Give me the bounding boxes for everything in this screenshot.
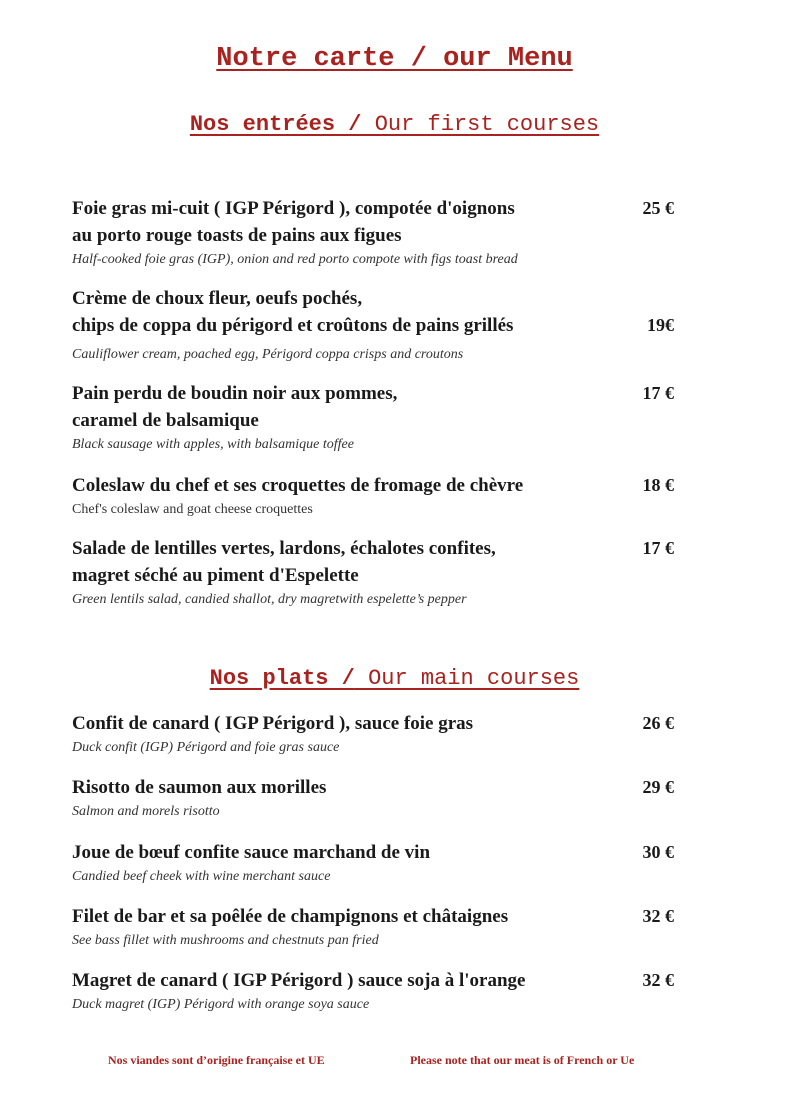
item-name: Foie gras mi-cuit ( IGP Périgord ), compotée d'oignons (72, 198, 515, 219)
item-description: Duck magret (IGP) Périgord with orange soya sauce (72, 997, 370, 1012)
mains-heading-fr: Nos plats / (209, 666, 355, 691)
item-price: 18 € (642, 475, 674, 495)
menu-title: Notre carte / our Menu (216, 44, 573, 74)
item-name: Risotto de saumon aux morilles (72, 777, 327, 798)
item-price: 26 € (642, 713, 674, 733)
item-description: Salmon and morels risotto (72, 804, 220, 819)
starters-heading (0, 112, 789, 137)
item-name: Magret de canard ( IGP Périgord ) sauce soja à l'orange (72, 970, 526, 991)
item-name-line2: au porto rouge toasts de pains aux figues (72, 225, 402, 246)
item-name: Confit de canard ( IGP Périgord ), sauce foie gras (72, 713, 474, 734)
item-name: Crème de choux fleur, oeufs pochés, (72, 288, 363, 309)
item-description: Half-cooked foie gras (IGP), onion and red porto compote with figs toast bread (72, 252, 518, 267)
starters-heading-en: Our first courses (361, 112, 600, 137)
item-price: 19€ (647, 315, 674, 335)
item-price: 25 € (642, 198, 674, 218)
item-description: Cauliflower cream, poached egg, Périgord coppa crisps and croutons (72, 347, 464, 362)
menu-item (72, 535, 682, 610)
item-name: Joue de bœuf confite sauce marchand de vin (72, 842, 431, 863)
menu-item (72, 774, 682, 822)
item-description: Candied beef cheek with wine merchant sauce (72, 869, 331, 884)
item-price: 17 € (642, 383, 674, 403)
item-description: Green lentils salad, candied shallot, dry magretwith espelette’s pepper (72, 592, 467, 607)
item-name-line2: caramel de balsamique (72, 410, 259, 431)
menu-item (72, 472, 682, 520)
item-description: Duck confit (IGP) Périgord and foie gras sauce (72, 740, 340, 755)
item-price: 32 € (642, 970, 674, 990)
menu-item (72, 195, 682, 270)
menu-item (72, 967, 682, 1015)
item-name-line2: magret séché au piment d'Espelette (72, 565, 359, 586)
footer-note-fr: Nos viandes sont d’origine française et UE (108, 1053, 325, 1067)
mains-heading (0, 666, 789, 691)
menu-item (72, 380, 682, 455)
item-description: See bass fillet with mushrooms and chestnuts pan fried (72, 933, 379, 948)
menu-item (72, 710, 682, 758)
item-price: 17 € (642, 538, 674, 558)
item-name: Salade de lentilles vertes, lardons, échalotes confites, (72, 538, 496, 559)
item-price: 32 € (642, 906, 674, 926)
mains-heading-en: Our main courses (354, 666, 580, 691)
menu-item (72, 285, 682, 365)
item-description: Black sausage with apples, with balsamique toffee (72, 437, 354, 452)
menu-item (72, 903, 682, 951)
item-name-line2: chips de coppa du périgord et croûtons de pains grillés (72, 315, 514, 336)
footer-note-en: Please note that our meat is of French or Ue (410, 1053, 635, 1067)
item-price: 30 € (642, 842, 674, 862)
item-name: Coleslaw du chef et ses croquettes de fromage de chèvre (72, 475, 524, 496)
starters-heading-fr: Nos entrées / (189, 112, 362, 137)
item-name: Filet de bar et sa poêlée de champignons et châtaignes (72, 906, 509, 927)
item-description: Chef's coleslaw and goat cheese croquettes (72, 502, 313, 517)
menu-item (72, 839, 682, 887)
item-price: 29 € (642, 777, 674, 797)
item-name: Pain perdu de boudin noir aux pommes, (72, 383, 398, 404)
